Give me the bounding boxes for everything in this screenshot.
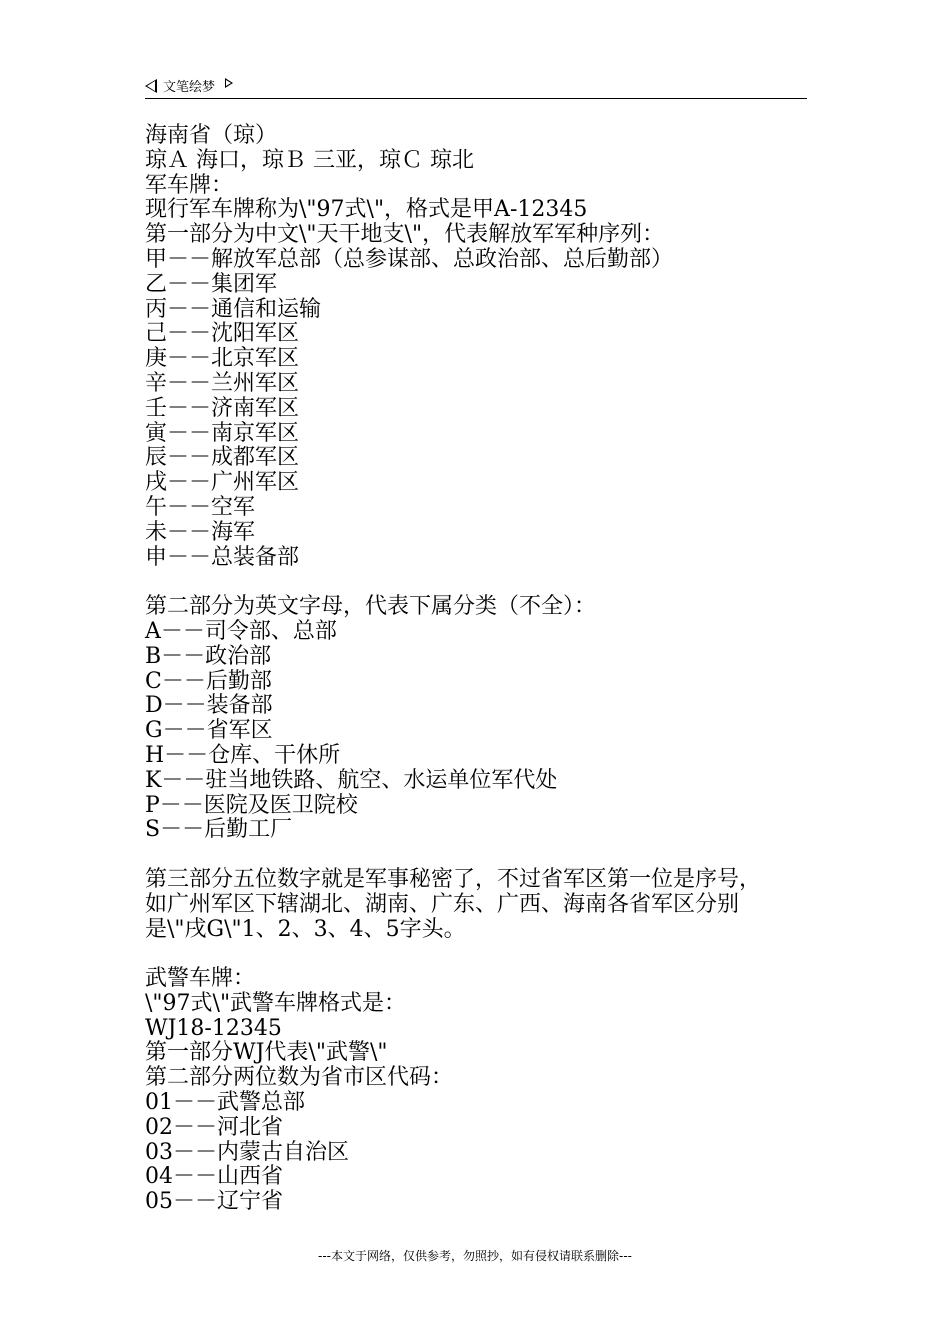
section-number-codes xyxy=(145,868,810,942)
text-line: 03－－内蒙古自治区 xyxy=(145,1139,349,1165)
text-line: G－－省军区 xyxy=(145,718,273,744)
paragraph-gap xyxy=(145,942,810,967)
text-line: 辛－－兰州军区 xyxy=(145,370,300,396)
text-line: 戌－－广州军区 xyxy=(145,470,300,496)
text-line: 军车牌： xyxy=(145,172,234,198)
section-armed-police-plates xyxy=(145,967,810,1215)
text-line: H－－仓库、干休所 xyxy=(145,742,341,768)
text-line: 是\"戌G\"1、2、3、4、5字头。 xyxy=(145,916,466,942)
text-line: 丙－－通信和运输 xyxy=(145,296,322,322)
text-line: B－－政治部 xyxy=(145,643,272,669)
text-line: 壬－－济南军区 xyxy=(145,395,300,421)
text-line: 琼Ａ 海口，琼Ｂ 三亚，琼Ｃ 琼北 xyxy=(145,147,474,173)
paragraph-gap xyxy=(145,570,810,595)
text-line: 现行军车牌称为\"97式\"，格式是甲A-12345 xyxy=(145,197,588,223)
text-line: 第三部分五位数字就是军事秘密了，不过省军区第一位是序号， xyxy=(145,866,762,892)
header-title: 文笔绘梦 xyxy=(163,80,216,95)
text-line: 05－－辽宁省 xyxy=(145,1189,283,1215)
text-line: 未－－海军 xyxy=(145,519,256,545)
text-line: 乙－－集团军 xyxy=(145,271,278,297)
text-line: 海南省（琼） xyxy=(145,123,278,148)
right-triangle-icon xyxy=(225,78,233,88)
section-letter-codes xyxy=(145,595,810,843)
text-line: P－－医院及医卫院校 xyxy=(145,792,358,818)
text-line: \"97式\"武警车牌格式是： xyxy=(145,990,407,1016)
text-line: D－－装备部 xyxy=(145,693,273,719)
text-line: A－－司令部、总部 xyxy=(145,618,337,644)
document-body xyxy=(145,124,810,1215)
text-line: S－－后勤工厂 xyxy=(145,817,293,843)
text-line: 如广州军区下辖湖北、湖南、广东、广西、海南各省军区分别 xyxy=(145,891,740,917)
text-line: 第一部分WJ代表\"武警\" xyxy=(145,1040,388,1066)
text-line: 01－－武警总部 xyxy=(145,1090,305,1116)
text-line: WJ18-12345 xyxy=(145,1015,282,1041)
paragraph-gap xyxy=(145,843,810,868)
text-line: 第一部分为中文\"天干地支\"，代表解放军军种序列： xyxy=(145,222,665,248)
text-line: 辰－－成都军区 xyxy=(145,445,300,471)
text-line: 武警车牌： xyxy=(145,966,256,992)
left-triangle-icon xyxy=(145,79,157,93)
text-line: 02－－河北省 xyxy=(145,1114,283,1140)
header-brand xyxy=(145,76,233,95)
page-header xyxy=(145,72,807,99)
text-line: 申－－总装备部 xyxy=(145,544,300,570)
text-line: 第二部分为英文字母，代表下属分类（不全）： xyxy=(145,594,597,620)
section-military-plates xyxy=(145,124,810,570)
page-footer: ---本文于网络，仅供参考，勿照抄，如有侵权请联系删除--- xyxy=(318,1249,632,1263)
text-line: 第二部分两位数为省市区代码： xyxy=(145,1065,454,1091)
text-line: 己－－沈阳军区 xyxy=(145,321,300,347)
text-line: C－－后勤部 xyxy=(145,668,272,694)
text-line: 甲－－解放军总部（总参谋部、总政治部、总后勤部） xyxy=(145,246,674,272)
text-line: K－－驻当地铁路、航空、水运单位军代处 xyxy=(145,767,558,793)
text-line: 寅－－南京军区 xyxy=(145,420,300,446)
text-line: 庚－－北京军区 xyxy=(145,346,300,372)
text-line: 04－－山西省 xyxy=(145,1164,283,1190)
text-line: 午－－空军 xyxy=(145,494,256,520)
